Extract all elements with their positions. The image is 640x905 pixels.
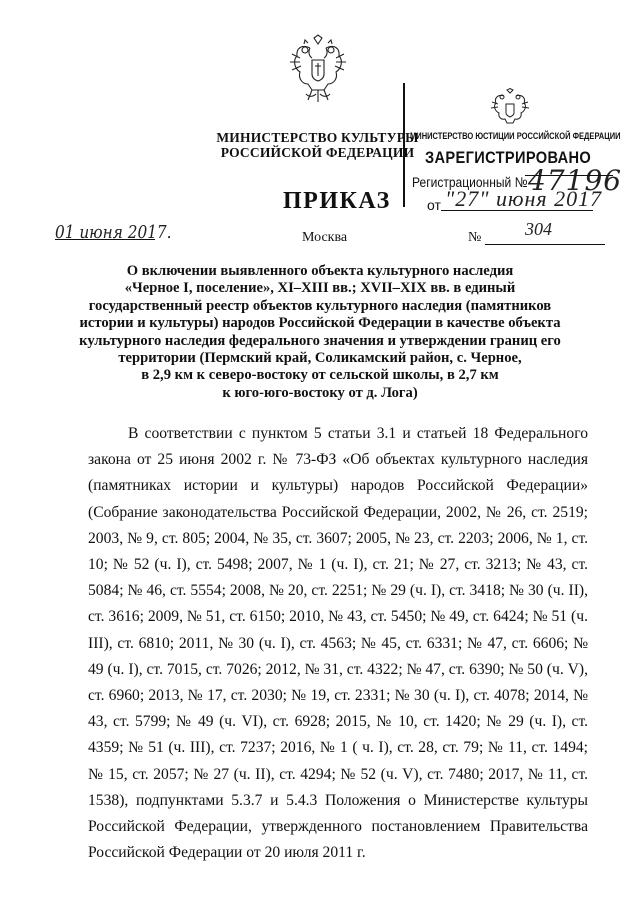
stamp-ministry-name: МИНИСТЕРСТВО ЮСТИЦИИ РОССИЙСКОЙ ФЕДЕРАЦИИ bbox=[410, 131, 621, 141]
heading-line: культурного наследия федерального значения и утверждении границ его bbox=[79, 332, 561, 349]
handwritten-date: 01 июня 2017. bbox=[55, 222, 172, 243]
double-headed-eagle-emblem bbox=[288, 34, 348, 108]
order-number-line bbox=[485, 244, 605, 245]
heading-line: истории и культуры) народов Российской Федерации в качестве объекта bbox=[79, 315, 561, 332]
order-heading bbox=[70, 263, 570, 402]
heading-line: О включении выявленного объекта культурного наследия bbox=[126, 263, 514, 279]
stamp-from-label: от bbox=[427, 197, 441, 213]
heading-line: к юго-юго-востоку от д. Лога) bbox=[222, 384, 418, 401]
order-body bbox=[88, 421, 588, 866]
stamp-reg-number-label: Регистрационный № bbox=[412, 174, 528, 190]
city-name: Москва bbox=[302, 230, 348, 245]
document-type-title: ПРИКАЗ bbox=[283, 188, 391, 214]
date-line bbox=[55, 239, 155, 240]
heading-line: в 2,9 км к северо-востоку от сельской школы, в 2,7 км bbox=[141, 367, 499, 384]
ministry-name-line1: МИНИСТЕРСТВО КУЛЬТУРЫ bbox=[216, 130, 419, 145]
heading-line: «Черное I, поселение», XI–XIII вв.; XVII–XIX вв. в единый bbox=[124, 280, 516, 297]
ministry-name-line2: РОССИЙСКОЙ ФЕДЕРАЦИИ bbox=[220, 145, 415, 160]
stamp-reg-number-line bbox=[525, 175, 613, 176]
order-number-value: 304 bbox=[525, 219, 552, 239]
stamp-eagle-emblem bbox=[490, 88, 530, 128]
stamp-date-line bbox=[441, 210, 593, 211]
stamp-date-value: "27" июня 2017 bbox=[445, 186, 603, 211]
stamp-reg-number-value: 47196 bbox=[528, 164, 623, 197]
ministry-name bbox=[215, 130, 420, 160]
body-paragraph: В соответствии с пунктом 5 статьи 3.1 и статьей 18 Федерального закона от 25 июня 2002 г. № 73-ФЗ «Об объектах культурного наследия (памятниках истории и культуры) народов Российской Федерации» (Собрание законодательства Российской Федерации, 2002, № 26, ст. 2519; 2003, № 9, ст. 805; 2004, № 35, ст. 3607; 2005, № 23, ст. 2203; 2006, № 1, ст. 10; № 52 (ч. I), ст. 5498; 2007, № 1 (ч. I), ст. 21; № 27, ст. 3213; № 43, ст. 5084; № 46, ст. 5554; 2008, № 20, ст. 2251; № 29 (ч. I), ст. 3418; № 30 (ч. II), ст. 3616; 2009, № 51, ст. 6150; 2010, № 43, ст. 5450; № 49, ст. 6424; № 51 (ч. III), ст. 6810; 2011, № 30 (ч. I), ст. 4563; № 45, ст. 6331; № 47, ст. 6606; № 49 (ч. I), ст. 7015, ст. 7026; 2012, № 31, ст. 4322; № 47, ст. 6390; № 50 (ч. V), ст. 6960; 2013, № 17, ст. 2030; № 19, ст. 2331; № 30 (ч. I), ст. 4078; 2014, № 43, ст. 5799; № 49 (ч. VI), ст. 6928; 2015, № 10, ст. 1420; № 29 (ч. I), ст. 4359; № 51 (ч. III), ст. 7237; 2016, № 1 ( ч. I), ст. 28, ст. 79; № 11, ст. 1494; № 15, ст. 2057; № 27 (ч. II), ст. 4294; № 52 (ч. V), ст. 7480; 2017, № 11, ст. 1538), подпунктами 5.3.7 и 5.4.3 Положения о Министерстве культуры Российской Федерации, утвержденного постановлением Правительства Российской Федерации от 20 июля 2011 г. bbox=[88, 425, 588, 862]
stamp-registered-label: ЗАРЕГИСТРИРОВАНО bbox=[425, 148, 592, 167]
heading-line: государственный реестр объектов культурного наследия (памятников bbox=[88, 297, 552, 314]
order-number-label: № bbox=[468, 230, 482, 245]
heading-line: территории (Пермский край, Соликамский район, с. Черное, bbox=[118, 350, 522, 367]
